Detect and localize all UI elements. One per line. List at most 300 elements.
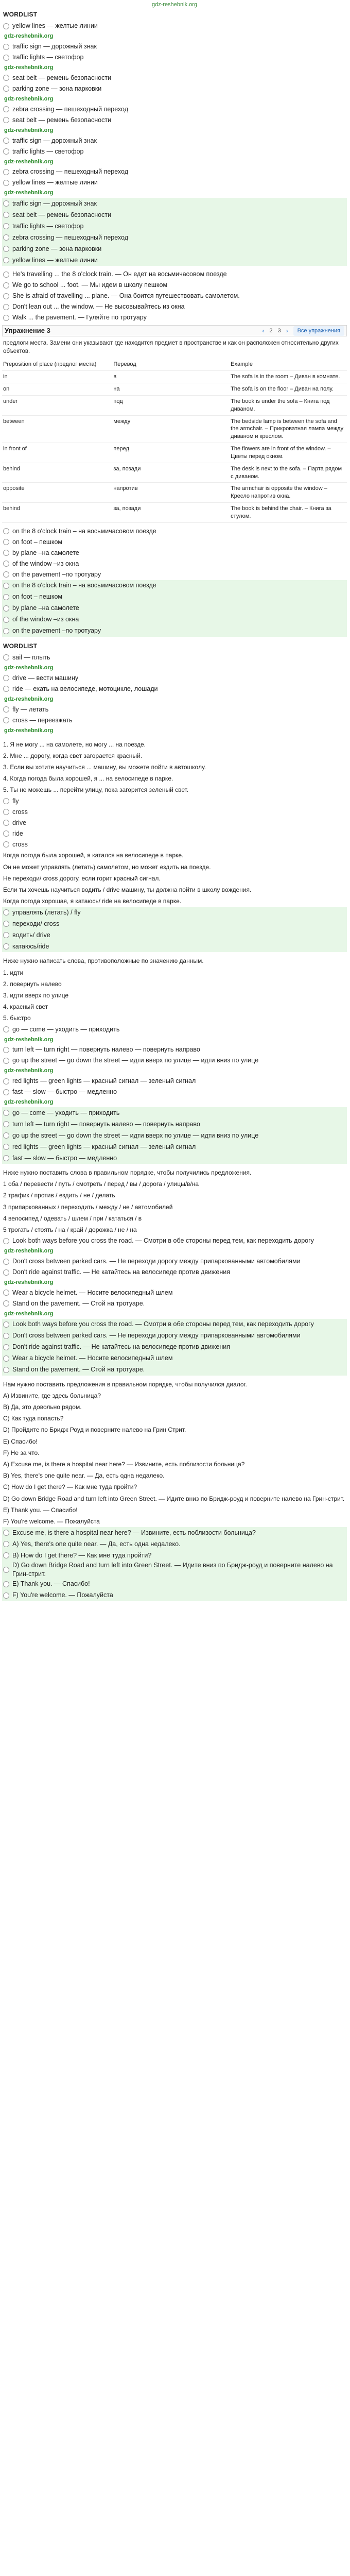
radio-bullet-icon[interactable]	[3, 138, 9, 144]
table-cell: между	[112, 415, 167, 443]
radio-bullet-icon[interactable]	[3, 706, 9, 713]
radio-bullet-icon[interactable]	[3, 315, 9, 321]
watermark-stamp: gdz-reshebnik.org	[4, 1279, 54, 1285]
dialog-questions	[2, 1390, 347, 1459]
radio-bullet-icon[interactable]	[3, 583, 9, 589]
radio-bullet-icon[interactable]	[3, 1300, 9, 1307]
table-cell: The book is under the sofa – Книга под диваном.	[230, 395, 347, 415]
sentence-item-text: She is afraid of travelling ... plane. — Она боится путешествовать самолетом.	[12, 292, 240, 300]
task5-line: 2 трафик / против / ездить / не / делать	[3, 1192, 115, 1199]
task5-hl-item-text: Stand on the pavement. — Стой на тротуаре.	[12, 1366, 145, 1374]
answer-line: Когда погода хорошая, я катаюсь/ ride на велосипеде в парке.	[3, 897, 182, 905]
sentence-item-row	[3, 291, 347, 301]
dialog-english	[2, 1459, 347, 1527]
wordlist-1	[2, 21, 347, 198]
table-cell: The armchair is opposite the window – Кресло напротив окна.	[230, 483, 347, 503]
watermark-stamp: gdz-reshebnik.org	[4, 664, 54, 671]
wordlist-item-row	[3, 83, 347, 94]
radio-bullet-icon[interactable]	[3, 200, 9, 207]
radio-bullet-icon[interactable]	[3, 528, 9, 534]
wordlist-hl-item-text: traffic lights — светофор	[12, 222, 84, 230]
pair-answer-item-text: go up the street — go down the street — идти вверх по улице — идти вниз по улице	[12, 1057, 259, 1064]
option-hl-item-row	[3, 580, 347, 591]
task5-hl-item-row	[3, 1330, 347, 1342]
wordlist-item-text: traffic sign — дорожный знак	[12, 43, 97, 50]
dialog-hl-item-text: B) How do I get there? — Как мне туда пройти?	[12, 1551, 152, 1559]
watermark-stamp: gdz-reshebnik.org	[4, 1036, 54, 1043]
task5-answer-item-row	[3, 1235, 347, 1246]
dialog-question-line: D) Пройдите по Бридж Роуд и поверните налево на Грин Стрит.	[3, 1426, 186, 1434]
table-row	[2, 503, 347, 523]
radio-bullet-icon[interactable]	[3, 909, 9, 916]
table-cell	[168, 371, 230, 383]
wordlist-hl-item-text: zebra crossing — пешеходный переход	[12, 233, 129, 241]
task5-line: 4 велосипед / одевать / шлем / при / кататься / в	[3, 1214, 142, 1222]
answer-item-row	[3, 839, 347, 850]
dialog-question-line: F) Не за что.	[3, 1449, 40, 1456]
radio-bullet-icon[interactable]	[3, 1530, 9, 1536]
check-item-text: переходи/ cross	[12, 920, 60, 927]
radio-bullet-icon[interactable]	[3, 605, 9, 612]
pair-answer-item-text: fast — slow — быстро — медленно	[12, 1088, 117, 1096]
exercise-title: Упражнение 3	[5, 327, 50, 335]
wordlist-1-highlighted	[2, 198, 347, 266]
table-cell: The bedside lamp is between the sofa and the armchair. – Прикроватная лампа между диваном и креслом.	[230, 415, 347, 443]
answer-item-text: ride	[12, 829, 23, 837]
radio-bullet-icon[interactable]	[3, 717, 9, 723]
radio-bullet-icon[interactable]	[3, 1367, 9, 1373]
radio-bullet-icon[interactable]	[3, 1238, 9, 1244]
sentence-item-row	[3, 301, 347, 312]
radio-bullet-icon[interactable]	[3, 1047, 9, 1053]
radio-bullet-icon[interactable]	[3, 1132, 9, 1139]
task-6-instruction: Нам нужно поставить предложения в правильном порядке, чтобы получился диалог.	[3, 1380, 247, 1388]
wordlist2-item-row	[3, 715, 347, 726]
option-hl-item-text: on foot – пешком	[12, 593, 63, 601]
task-5-lines	[2, 1178, 347, 1235]
radio-bullet-icon[interactable]	[3, 571, 9, 578]
questions	[2, 739, 347, 796]
table-row	[2, 483, 347, 503]
wordlist-item-row	[3, 73, 347, 83]
sentences-1	[2, 269, 347, 323]
table-cell	[168, 463, 230, 483]
radio-bullet-icon[interactable]	[3, 932, 9, 938]
radio-bullet-icon[interactable]	[3, 1089, 9, 1095]
table-row	[2, 463, 347, 483]
dialog-question-line: B) Да, это довольно рядом.	[3, 1403, 82, 1411]
answer-item-text: cross	[12, 840, 28, 848]
task5-answer-item-row	[3, 1267, 347, 1278]
table-row	[2, 443, 347, 463]
wordlist-item-text: parking zone — зона парковки	[12, 84, 102, 92]
wordlist2-item-text: cross — переезжать	[12, 716, 73, 724]
pair-answer-item-text: red lights — green lights — красный сигнал — зеленый сигнал	[12, 1077, 196, 1085]
radio-bullet-icon[interactable]	[3, 1155, 9, 1161]
watermark-stamp: gdz-reshebnik.org	[4, 127, 54, 133]
sentence-item-text: Don't lean out ... the window. — Не высовывайтесь из окна	[12, 303, 185, 311]
table-cell: behind	[2, 463, 112, 483]
radio-bullet-icon[interactable]	[3, 809, 9, 815]
pair-hl-item-text: red lights — green lights — красный сигнал — зеленый сигнал	[12, 1143, 196, 1150]
radio-bullet-icon[interactable]	[3, 246, 9, 252]
answers-block	[2, 850, 347, 907]
table-cell: The sofa is on the floor – Диван на полу.	[230, 383, 347, 395]
pair-hl-item-text: turn left — turn right — повернуть налево — повернуть направо	[12, 1120, 200, 1128]
wordlist-hl-item-row	[3, 198, 347, 209]
check-item-row	[3, 918, 347, 929]
radio-bullet-icon[interactable]	[3, 272, 9, 278]
radio-bullet-icon[interactable]	[3, 1144, 9, 1150]
pair-answer-item-row	[3, 1024, 347, 1035]
table-header-cell: Example	[230, 359, 347, 370]
check-item-row	[3, 907, 347, 918]
radio-bullet-icon[interactable]	[3, 117, 9, 123]
table-cell: behind	[2, 503, 112, 523]
radio-bullet-icon[interactable]	[3, 169, 9, 175]
pair-answer-item-row	[3, 1087, 347, 1097]
radio-bullet-icon[interactable]	[3, 820, 9, 826]
option-item-text: on the 8 o'clock train – на восьмичасовом поезде	[12, 527, 156, 535]
radio-bullet-icon[interactable]	[3, 212, 9, 218]
wordlist-item-row	[3, 104, 347, 115]
table-cell: in front of	[2, 443, 112, 463]
table-cell: под	[112, 395, 167, 415]
table-row	[2, 415, 347, 443]
radio-bullet-icon[interactable]	[3, 304, 9, 310]
wordlist-item-text: traffic lights — светофор	[12, 54, 84, 61]
check-item-row	[3, 929, 347, 941]
sentence-item-row	[3, 312, 347, 323]
wordlist-hl-item-row	[3, 255, 347, 266]
radio-bullet-icon[interactable]	[3, 798, 9, 804]
task5-line: 5 трогать / стоять / на / край / дорожка / не / на	[3, 1226, 137, 1233]
table-cell: в	[112, 371, 167, 383]
dialog-hl-item-row	[3, 1550, 347, 1561]
option-hl-item-row	[3, 614, 347, 625]
radio-bullet-icon[interactable]	[3, 628, 9, 634]
table-row	[2, 395, 347, 415]
question-line: 2. Мне ... дорогу, когда свет загорается красный.	[3, 752, 143, 759]
task5-answer-item-text: Look both ways before you cross the road. — Смотри в обе стороны перед тем, как переходить дорогу	[12, 1237, 314, 1245]
wordlist2-item-row	[3, 704, 347, 715]
all-exercises-button[interactable]: Все упражнения	[293, 326, 344, 336]
table-cell: opposite	[2, 483, 112, 503]
table-cell	[168, 483, 230, 503]
check-1	[2, 907, 347, 952]
answer-item-text: drive	[12, 819, 27, 826]
dialog-hl-item-text: D) Go down Bridge Road and turn left into Green Street. — Идите вниз по Бридж-роуд и поверните налево на Грин-стрит.	[12, 1562, 333, 1578]
option-item-text: on foot – пешком	[12, 538, 63, 546]
wordlist-item-row	[3, 52, 347, 63]
dialog-english-line: D) Go down Bridge Road and turn left into Green Street. — Идите вниз по Бридж-роуд и поверните налево на Грин-стрит.	[3, 1495, 345, 1502]
table-cell: напротив	[112, 483, 167, 503]
option-item-row	[3, 548, 347, 558]
radio-bullet-icon[interactable]	[3, 293, 9, 299]
wordlist-hl-item-row	[3, 209, 347, 221]
radio-bullet-icon[interactable]	[3, 1355, 9, 1362]
option-hl-item-text: on the 8 o'clock train – на восьмичасовом поезде	[12, 582, 156, 589]
wordlist-item-row	[3, 41, 347, 52]
task5-hl-item-text: Don't ride against traffic. — Не катайтесь на велосипеде против движения	[12, 1343, 231, 1351]
radio-bullet-icon[interactable]	[3, 180, 9, 186]
task5-line: 1 оба / перевести / путь / смотреть / перед / вы / дорога / улицы/в/на	[3, 1180, 199, 1188]
options-1-highlighted	[2, 580, 347, 637]
radio-bullet-icon[interactable]	[3, 1026, 9, 1032]
task-5-instruction: Ниже нужно поставить слова в правильном порядке, чтобы получились предложения.	[3, 1169, 252, 1177]
radio-bullet-icon[interactable]	[3, 1259, 9, 1265]
wordlist2-item-text: sail — плыть	[12, 654, 50, 662]
dialog-hl-item-row	[3, 1561, 347, 1579]
answer-line: Не переходи/ cross дорогу, если горит красный сигнал.	[3, 874, 161, 882]
check-item-text: управлять (летать) / fly	[12, 908, 81, 916]
question-line: 5. Ты не можешь ... перейти улицу, пока загорится зеленый свет.	[3, 786, 189, 794]
pairs-highlighted	[2, 1107, 347, 1164]
page-next[interactable]: 3	[277, 327, 281, 334]
radio-bullet-icon[interactable]	[3, 1290, 9, 1296]
radio-bullet-icon[interactable]	[3, 617, 9, 623]
radio-bullet-icon[interactable]	[3, 1592, 9, 1599]
radio-bullet-icon[interactable]	[3, 1121, 9, 1127]
dialog-hl-item-text: E) Thank you. — Спасибо!	[12, 1580, 90, 1588]
dialog-hl-item-row	[3, 1538, 347, 1550]
pair-answer-item-row	[3, 1076, 347, 1087]
wordlist-item-row	[3, 177, 347, 188]
options-1	[2, 526, 347, 580]
sentence-item-row	[3, 280, 347, 291]
wordlist-hl-item-text: parking zone — зона парковки	[12, 245, 102, 252]
exercise-nav	[262, 326, 346, 336]
table-cell: under	[2, 395, 112, 415]
task5-line: 3 припаркованных / переходить / между / не / автомобилей	[3, 1203, 173, 1211]
wordlist-item-text: zebra crossing — пешеходный переход	[12, 168, 129, 176]
dialog-highlighted	[2, 1527, 347, 1601]
wordlist-hl-item-row	[3, 243, 347, 255]
table-row	[2, 383, 347, 395]
dialog-question-line: A) Извините, где здесь больница?	[3, 1392, 101, 1399]
wordlist-item-text: yellow lines — желтые линии	[12, 22, 98, 30]
wordlist-item-row	[3, 146, 347, 157]
radio-bullet-icon[interactable]	[3, 550, 9, 556]
radio-bullet-icon[interactable]	[3, 594, 9, 600]
radio-bullet-icon[interactable]	[3, 675, 9, 681]
wordlist-item-text: yellow lines — желтые линии	[12, 179, 98, 187]
option-hl-item-text: of the window –из окна	[12, 616, 79, 623]
table-cell: The book is behind the chair. – Книга за стулом.	[230, 503, 347, 523]
task5-answer-item-text: Don't cross between parked cars. — Не переходи дорогу между припаркованными автомобилями	[12, 1258, 301, 1265]
pair-hl-item-text: go up the street — go down the street — идти вверх по улице — идти вниз по улице	[12, 1131, 259, 1139]
check-item-text: водить/ drive	[12, 931, 50, 939]
sentence-item-text: We go to school ... foot. — Мы идем в школу пешком	[12, 281, 168, 289]
radio-bullet-icon[interactable]	[3, 1344, 9, 1350]
pair-hl-item-row	[3, 1107, 347, 1118]
pair-line: 5. быстро	[3, 1014, 31, 1022]
table-cell: The sofa is in the room – Диван в комнате.	[230, 371, 347, 383]
option-hl-item-text: on the pavement –по тротуару	[12, 627, 101, 635]
watermark-stamp: gdz-reshebnik.org	[4, 158, 54, 165]
pair-hl-item-text: fast — slow — быстро — медленно	[12, 1154, 117, 1162]
pair-hl-item-row	[3, 1130, 347, 1141]
wordlist-item-text: seat belt — ремень безопасности	[12, 74, 112, 81]
dialog-hl-item-row	[3, 1590, 347, 1601]
task-4-instruction: Ниже нужно написать слова, противоположные по значению данным.	[3, 957, 204, 965]
radio-bullet-icon[interactable]	[3, 1567, 9, 1573]
option-item-text: of the window –из окна	[12, 560, 79, 567]
wordlist2-item-text: drive — вести машину	[12, 674, 79, 682]
radio-bullet-icon[interactable]	[3, 686, 9, 692]
wordlist-hl-item-text: seat belt — ремень безопасности	[12, 211, 112, 218]
pairs-answers	[2, 1024, 347, 1108]
radio-bullet-icon[interactable]	[3, 223, 9, 229]
radio-bullet-icon[interactable]	[3, 654, 9, 660]
table-cell: The desk is next to the sofa. – Парта рядом с диваном.	[230, 463, 347, 483]
radio-bullet-icon[interactable]	[3, 1552, 9, 1558]
wordlist-2-heading: WORDLIST	[3, 642, 38, 650]
radio-bullet-icon[interactable]	[3, 1058, 9, 1064]
table-cell	[168, 503, 230, 523]
wordlist2-item-row	[3, 684, 347, 694]
radio-bullet-icon[interactable]	[3, 1541, 9, 1547]
radio-bullet-icon[interactable]	[3, 148, 9, 155]
radio-bullet-icon[interactable]	[3, 943, 9, 950]
table-cell: on	[2, 383, 112, 395]
radio-bullet-icon[interactable]	[3, 1110, 9, 1116]
option-hl-item-row	[3, 603, 347, 614]
watermark-stamp: gdz-reshebnik.org	[4, 64, 54, 71]
answer-item-text: cross	[12, 808, 28, 816]
task-5-highlighted	[2, 1319, 347, 1376]
radio-bullet-icon[interactable]	[3, 561, 9, 567]
option-hl-item-row	[3, 625, 347, 637]
page-prev[interactable]: 2	[269, 327, 273, 334]
dialog-hl-item-row	[3, 1579, 347, 1590]
radio-bullet-icon[interactable]	[3, 86, 9, 92]
option-hl-item-row	[3, 591, 347, 603]
wordlist-hl-item-row	[3, 232, 347, 243]
task5-answer-item-row	[3, 1298, 347, 1309]
task5-answer-item-row	[3, 1256, 347, 1267]
table-header-cell: Перевод	[112, 359, 167, 370]
option-item-row	[3, 558, 347, 569]
task-5-answers	[2, 1235, 347, 1319]
radio-bullet-icon[interactable]	[3, 841, 9, 848]
radio-bullet-icon[interactable]	[3, 1333, 9, 1339]
wordlist-hl-item-text: traffic sign — дорожный знак	[12, 199, 97, 207]
task5-hl-item-row	[3, 1353, 347, 1364]
dialog-question-line: C) Как туда попасть?	[3, 1415, 64, 1422]
dialog-english-line: F) You're welcome. — Пожалуйста	[3, 1517, 100, 1525]
radio-bullet-icon[interactable]	[3, 1321, 9, 1328]
radio-bullet-icon[interactable]	[3, 1269, 9, 1276]
radio-bullet-icon[interactable]	[3, 75, 9, 81]
radio-bullet-icon[interactable]	[3, 282, 9, 289]
sentence-item-row	[3, 269, 347, 280]
wordlist-hl-item-text: yellow lines — желтые линии	[12, 256, 98, 264]
radio-bullet-icon[interactable]	[3, 23, 9, 29]
table-cell: на	[112, 383, 167, 395]
wordlist-hl-item-row	[3, 221, 347, 232]
next-arrow-icon[interactable]: ›	[286, 327, 288, 335]
exercise-intro: предлоги места. Замени они указывают где находится предмет в пространстве и как он расположен относительно других объектов.	[3, 340, 339, 354]
wordlist-item-text: traffic sign — дорожный знак	[12, 137, 97, 144]
radio-bullet-icon[interactable]	[3, 1078, 9, 1084]
wordlist2-item-row	[3, 673, 347, 684]
wordlist2-item-text: fly — летать	[12, 705, 49, 713]
task5-answer-item-text: Stand on the pavement. — Стой на тротуаре.	[12, 1299, 145, 1307]
task5-hl-item-row	[3, 1319, 347, 1330]
radio-bullet-icon[interactable]	[3, 831, 9, 837]
watermark-stamp: gdz-reshebnik.org	[4, 95, 54, 102]
task5-hl-item-row	[3, 1342, 347, 1353]
dialog-english-line: E) Thank you. — Спасибо!	[3, 1506, 78, 1514]
option-item-text: by plane –на самолете	[12, 549, 79, 556]
wordlist-item-row	[3, 115, 347, 126]
radio-bullet-icon[interactable]	[3, 1581, 9, 1587]
dialog-english-line: A) Excuse me, is there a hospital near here? — Извините, есть поблизости больница?	[3, 1461, 245, 1468]
question-line: 1. Я не могу ... на самолете, но могу ... на поезде.	[3, 740, 146, 748]
radio-bullet-icon[interactable]	[3, 44, 9, 50]
question-line: 4. Когда погода была хорошей, я ... на велосипеде в парке.	[3, 775, 173, 783]
radio-bullet-icon[interactable]	[3, 257, 9, 263]
pair-line: 2. повернуть налево	[3, 980, 62, 988]
answers-1	[2, 795, 347, 850]
table-row	[2, 371, 347, 383]
radio-bullet-icon[interactable]	[3, 539, 9, 545]
check-item-text: катаюсь/ride	[12, 942, 49, 950]
pair-answer-item-row	[3, 1044, 347, 1055]
dialog-question-line: E) Спасибо!	[3, 1437, 38, 1445]
task5-hl-item-text: Don't cross between parked cars. — Не переходи дорогу между припаркованными автомобилями	[12, 1332, 301, 1340]
site-watermark-header: gdz-reshebnik.org	[151, 2, 198, 8]
wordlist-item-text: zebra crossing — пешеходный переход	[12, 105, 129, 113]
radio-bullet-icon[interactable]	[3, 55, 9, 61]
dialog-hl-item-text: A) Yes, there's one quite near. — Да, есть одна недалеко.	[12, 1540, 181, 1548]
task5-hl-item-row	[3, 1364, 347, 1376]
table-cell	[168, 415, 230, 443]
sentence-item-text: He's travelling ... the 8 o'clock train. — Он едет на восьмичасовом поезде	[12, 270, 227, 278]
table-header-cell	[168, 359, 230, 370]
wordlist-item-text: traffic lights — светофор	[12, 147, 84, 155]
answer-item-row	[3, 817, 347, 828]
table-cell: in	[2, 371, 112, 383]
task5-answer-item-text: Wear a bicycle helmet. — Носите велосипедный шлем	[12, 1289, 173, 1296]
dialog-english-line: C) How do I get there? — Как мне туда пройти?	[3, 1483, 137, 1491]
task5-answer-item-row	[3, 1287, 347, 1298]
wordlist-item-row	[3, 21, 347, 31]
watermark-stamp: gdz-reshebnik.org	[4, 190, 54, 196]
pair-hl-item-row	[3, 1153, 347, 1164]
wordlist-item-text: seat belt — ремень безопасности	[12, 116, 112, 124]
option-item-row	[3, 569, 347, 580]
dialog-english-line: B) Yes, there's one quite near. — Да, есть одна недалеко.	[3, 1472, 165, 1480]
pair-answer-item-text: go — come — уходить — приходить	[12, 1025, 120, 1033]
watermark-stamp: gdz-reshebnik.org	[4, 1248, 54, 1255]
watermark-stamp: gdz-reshebnik.org	[4, 727, 54, 734]
wordlist-heading: WORDLIST	[3, 11, 38, 18]
radio-bullet-icon[interactable]	[3, 234, 9, 241]
radio-bullet-icon[interactable]	[3, 921, 9, 927]
task5-hl-item-text: Look both ways before you cross the road. — Смотри в обе стороны перед тем, как переходить дорогу	[12, 1320, 314, 1328]
prev-arrow-icon[interactable]: ‹	[262, 327, 265, 335]
table-cell: за, позади	[112, 463, 167, 483]
wordlist-item-row	[3, 166, 347, 177]
prepositions-table	[2, 359, 347, 523]
table-cell	[168, 395, 230, 415]
pairs	[2, 967, 347, 1024]
watermark-stamp: gdz-reshebnik.org	[4, 1310, 54, 1317]
wordlist2-item-row	[3, 652, 347, 663]
radio-bullet-icon[interactable]	[3, 106, 9, 112]
